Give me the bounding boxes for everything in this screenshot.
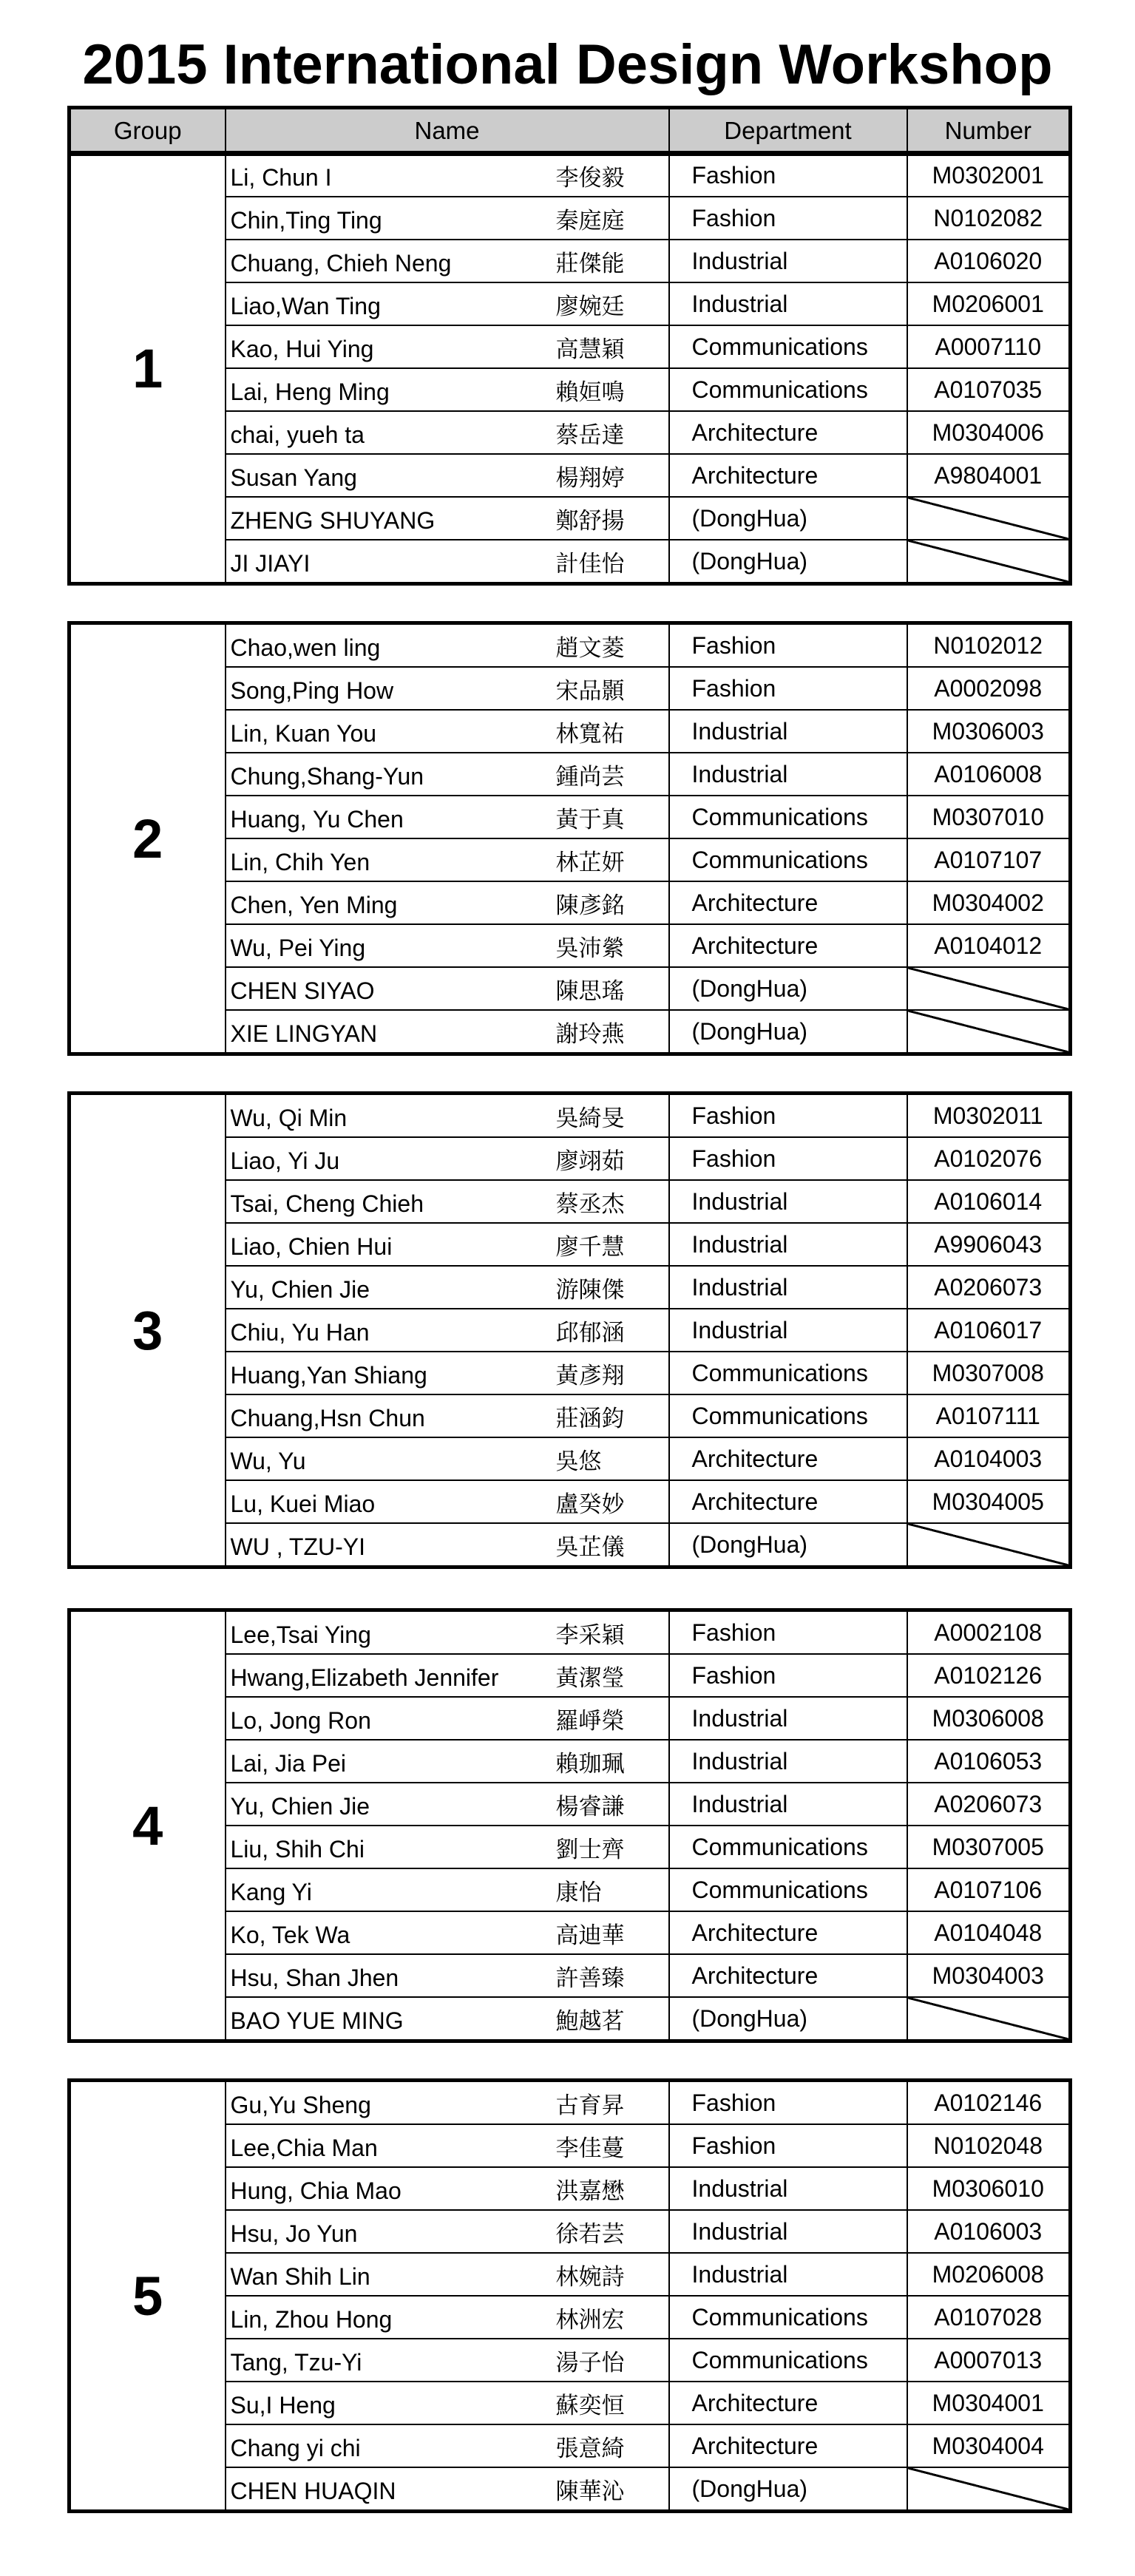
member-number: N0102048: [907, 2124, 1071, 2167]
member-number-empty: [907, 1997, 1071, 2041]
member-english-name: Chiu, Yu Han: [230, 1318, 370, 1346]
member-department: Industrial: [669, 1740, 907, 1783]
member-english-name: Lai, Jia Pei: [230, 1749, 347, 1777]
member-name: [226, 796, 669, 838]
member-name: [226, 1223, 669, 1266]
member-name: [226, 667, 669, 710]
member-english-name: Lin, Kuan You: [230, 719, 377, 747]
member-number: N0102082: [907, 197, 1071, 240]
member-chinese-name: 羅崢榮: [555, 1707, 625, 1735]
member-chinese-name: 盧癸妙: [555, 1491, 625, 1518]
member-department: Industrial: [669, 2210, 907, 2253]
member-name: [226, 1826, 669, 1868]
member-english-name: Chung,Shang-Yun: [230, 762, 424, 790]
member-chinese-name: 計佳怡: [555, 550, 625, 577]
member-chinese-name: 吳綺旻: [555, 1105, 625, 1132]
group-number: 2: [70, 623, 226, 1054]
member-number: A0107111: [907, 1394, 1071, 1437]
member-english-name: Chuang, Chieh Neng: [230, 249, 452, 277]
member-name: [226, 1654, 669, 1697]
member-chinese-name: 吳沛縈: [555, 935, 625, 962]
member-chinese-name: 賴姮鳴: [555, 379, 625, 406]
member-name: [226, 1783, 669, 1826]
member-name: [226, 497, 669, 540]
member-department: Industrial: [669, 1309, 907, 1352]
member-chinese-name: 廖翊茹: [555, 1148, 625, 1175]
member-name: [226, 1010, 669, 1054]
member-english-name: Yu, Chien Jie: [230, 1275, 370, 1303]
member-department: Industrial: [669, 710, 907, 753]
member-department: Industrial: [669, 1783, 907, 1826]
member-chinese-name: 古育昇: [555, 2092, 625, 2119]
member-english-name: WU , TZU-YI: [230, 1533, 365, 1560]
member-name: [226, 753, 669, 796]
member-name: [226, 1480, 669, 1523]
member-row: [70, 1610, 1071, 1655]
member-department: Architecture: [669, 881, 907, 924]
member-english-name: Kao, Hui Ying: [230, 335, 374, 362]
member-department: Communications: [669, 838, 907, 881]
member-name: [226, 1394, 669, 1437]
member-english-name: CHEN SIYAO: [230, 977, 375, 1004]
member-chinese-name: 劉士齊: [555, 1836, 625, 1863]
member-department: Architecture: [669, 1954, 907, 1997]
member-name: [226, 454, 669, 497]
member-name: [226, 2210, 669, 2253]
member-number-empty: [907, 967, 1071, 1010]
member-number: A0206073: [907, 1266, 1071, 1309]
member-department: Fashion: [669, 197, 907, 240]
member-row: [70, 623, 1071, 668]
member-chinese-name: 林洲宏: [555, 2306, 625, 2333]
member-chinese-name: 徐若芸: [555, 2220, 625, 2248]
member-number: A0106003: [907, 2210, 1071, 2253]
member-number: M0307010: [907, 796, 1071, 838]
member-number: A9804001: [907, 454, 1071, 497]
member-name: [226, 2467, 669, 2512]
member-english-name: chai, yueh ta: [230, 421, 365, 448]
member-department: Architecture: [669, 1911, 907, 1954]
member-english-name: Liao, Chien Hui: [230, 1233, 393, 1260]
member-chinese-name: 莊涵鈞: [555, 1405, 625, 1432]
member-chinese-name: 賴珈珮: [555, 1750, 625, 1777]
member-number: M0306010: [907, 2167, 1071, 2210]
member-name: [226, 1352, 669, 1394]
member-english-name: Lin, Chih Yen: [230, 848, 370, 875]
member-number: A9906043: [907, 1223, 1071, 1266]
member-english-name: Susan Yang: [230, 464, 357, 491]
member-chinese-name: 謝玲燕: [555, 1020, 625, 1048]
member-chinese-name: 洪嘉懋: [555, 2177, 625, 2205]
member-name: [226, 2424, 669, 2467]
member-name: [226, 710, 669, 753]
member-number: A0106008: [907, 753, 1071, 796]
roster-header: [67, 106, 1072, 156]
member-row: [70, 2081, 1071, 2125]
member-english-name: Chin,Ting Ting: [230, 206, 382, 234]
group-table: [67, 151, 1072, 586]
member-english-name: Wu, Pei Ying: [230, 934, 366, 961]
member-chinese-name: 鍾尚芸: [555, 763, 625, 790]
member-chinese-name: 陳思瑤: [555, 977, 625, 1005]
member-row: [70, 153, 1071, 197]
member-number: A0106020: [907, 240, 1071, 282]
member-number: M0206008: [907, 2253, 1071, 2296]
member-number-empty: [907, 497, 1071, 540]
member-english-name: Lin, Zhou Hong: [230, 2305, 393, 2333]
member-english-name: JI JIAYI: [230, 549, 311, 577]
member-department: Architecture: [669, 1480, 907, 1523]
member-department: Industrial: [669, 1223, 907, 1266]
member-number: A0102126: [907, 1654, 1071, 1697]
group-table: [67, 2078, 1072, 2513]
member-name: [226, 540, 669, 584]
member-english-name: Li, Chun I: [230, 163, 332, 191]
member-chinese-name: 蘇奕恒: [555, 2392, 625, 2419]
group-number: 1: [70, 153, 226, 584]
member-name: [226, 1180, 669, 1223]
member-chinese-name: 陳華沁: [555, 2478, 625, 2505]
member-english-name: Lee,Chia Man: [230, 2134, 378, 2161]
member-number: M0304002: [907, 881, 1071, 924]
member-name: [226, 325, 669, 368]
member-department: Industrial: [669, 1266, 907, 1309]
member-department: (DongHua): [669, 1523, 907, 1567]
page-title: 2015 International Design Workshop: [82, 33, 1053, 96]
member-chinese-name: 黃彥翔: [555, 1362, 625, 1389]
member-department: Industrial: [669, 282, 907, 325]
member-number: A0107035: [907, 368, 1071, 411]
member-number: M0304006: [907, 411, 1071, 454]
member-department: Communications: [669, 2339, 907, 2382]
member-number-empty: [907, 2467, 1071, 2512]
member-department: Fashion: [669, 623, 907, 668]
member-department: (DongHua): [669, 2467, 907, 2512]
member-department: Architecture: [669, 2424, 907, 2467]
member-chinese-name: 林寬祐: [555, 720, 625, 748]
member-english-name: Song,Ping How: [230, 677, 394, 704]
member-number: A0002098: [907, 667, 1071, 710]
member-row: [70, 1094, 1071, 1138]
member-english-name: ZHENG SHUYANG: [230, 506, 436, 534]
member-number: A0206073: [907, 1783, 1071, 1826]
member-department: (DongHua): [669, 497, 907, 540]
member-english-name: Hsu, Jo Yun: [230, 2220, 358, 2247]
member-name: [226, 623, 669, 668]
member-english-name: Wu, Yu: [230, 1447, 306, 1474]
member-name: [226, 411, 669, 454]
member-department: Architecture: [669, 1437, 907, 1480]
member-english-name: Liao,Wan Ting: [230, 292, 381, 319]
member-chinese-name: 楊睿謙: [555, 1793, 625, 1820]
member-english-name: Hwang,Elizabeth Jennifer: [230, 1664, 499, 1691]
member-department: Industrial: [669, 753, 907, 796]
member-number: A0104012: [907, 924, 1071, 967]
header-group: Group: [70, 108, 226, 155]
member-chinese-name: 蔡岳達: [555, 421, 625, 449]
group-table: [67, 1091, 1072, 1569]
member-number: A0107107: [907, 838, 1071, 881]
member-name: [226, 197, 669, 240]
group-number: 4: [70, 1610, 226, 2041]
member-number: A0104003: [907, 1437, 1071, 1480]
member-english-name: Hung, Chia Mao: [230, 2177, 402, 2204]
member-department: Fashion: [669, 153, 907, 197]
member-english-name: Yu, Chien Jie: [230, 1792, 370, 1820]
member-chinese-name: 鮑越茗: [555, 2007, 625, 2035]
member-department: Industrial: [669, 1180, 907, 1223]
member-english-name: Chang yi chi: [230, 2434, 361, 2461]
member-department: (DongHua): [669, 540, 907, 584]
member-name: [226, 2253, 669, 2296]
member-chinese-name: 楊翔婷: [555, 464, 625, 492]
member-department: Communications: [669, 1868, 907, 1911]
member-number: A0102076: [907, 1137, 1071, 1180]
member-name: [226, 1094, 669, 1138]
member-department: Fashion: [669, 2081, 907, 2125]
member-department: Architecture: [669, 924, 907, 967]
member-chinese-name: 林芷妍: [555, 849, 625, 876]
member-english-name: Kang Yi: [230, 1878, 312, 1905]
member-department: Fashion: [669, 1094, 907, 1138]
member-english-name: Liu, Shih Chi: [230, 1835, 365, 1862]
member-name: [226, 2382, 669, 2424]
member-name: [226, 1437, 669, 1480]
member-department: Industrial: [669, 1697, 907, 1740]
member-number: A0102146: [907, 2081, 1071, 2125]
member-english-name: Chao,wen ling: [230, 634, 381, 661]
member-name: [226, 1997, 669, 2041]
member-chinese-name: 高迪華: [555, 1922, 625, 1949]
member-english-name: Lu, Kuei Miao: [230, 1490, 376, 1517]
member-english-name: Chuang,Hsn Chun: [230, 1404, 425, 1431]
member-number: A0007110: [907, 325, 1071, 368]
member-chinese-name: 康怡: [555, 1879, 602, 1906]
member-chinese-name: 鄭舒揚: [555, 507, 625, 535]
member-department: Architecture: [669, 411, 907, 454]
member-department: Communications: [669, 368, 907, 411]
member-department: Architecture: [669, 454, 907, 497]
member-number: M0306008: [907, 1697, 1071, 1740]
member-english-name: Gu,Yu Sheng: [230, 2091, 371, 2118]
member-chinese-name: 莊傑能: [555, 250, 625, 277]
member-english-name: Chen, Yen Ming: [230, 891, 398, 918]
member-department: Industrial: [669, 2253, 907, 2296]
member-department: Fashion: [669, 2124, 907, 2167]
member-name: [226, 838, 669, 881]
member-department: Fashion: [669, 1137, 907, 1180]
member-chinese-name: 邱郁涵: [555, 1319, 625, 1346]
member-number: A0002108: [907, 1610, 1071, 1655]
member-number: M0304001: [907, 2382, 1071, 2424]
member-chinese-name: 秦庭庭: [555, 207, 625, 234]
member-name: [226, 1309, 669, 1352]
member-department: Communications: [669, 796, 907, 838]
member-name: [226, 1137, 669, 1180]
member-number: M0302001: [907, 153, 1071, 197]
member-english-name: BAO YUE MING: [230, 2007, 404, 2034]
member-chinese-name: 李佳蔓: [555, 2135, 625, 2162]
member-name: [226, 1740, 669, 1783]
group-table: [67, 621, 1072, 1056]
member-english-name: Huang, Yu Chen: [230, 805, 404, 833]
member-english-name: CHEN HUAQIN: [230, 2477, 396, 2504]
member-number: M0306003: [907, 710, 1071, 753]
member-number: A0106017: [907, 1309, 1071, 1352]
member-department: (DongHua): [669, 1010, 907, 1054]
member-number-empty: [907, 1010, 1071, 1054]
member-chinese-name: 宋品顥: [555, 677, 625, 705]
member-number: A0104048: [907, 1911, 1071, 1954]
member-chinese-name: 李俊毅: [555, 164, 625, 191]
member-department: Fashion: [669, 667, 907, 710]
member-department: Communications: [669, 1352, 907, 1394]
member-department: Communications: [669, 1394, 907, 1437]
member-name: [226, 2296, 669, 2339]
member-chinese-name: 趙文菱: [555, 634, 625, 662]
member-department: (DongHua): [669, 1997, 907, 2041]
member-name: [226, 2339, 669, 2382]
group-table: [67, 1608, 1072, 2043]
member-number: M0304004: [907, 2424, 1071, 2467]
member-number: M0307005: [907, 1826, 1071, 1868]
member-name: [226, 881, 669, 924]
member-name: [226, 2167, 669, 2210]
header-number: Number: [907, 108, 1071, 155]
member-chinese-name: 黃潔瑩: [555, 1664, 625, 1692]
member-number: A0107028: [907, 2296, 1071, 2339]
member-number: M0307008: [907, 1352, 1071, 1394]
member-english-name: Lo, Jong Ron: [230, 1706, 371, 1734]
member-chinese-name: 蔡丞杰: [555, 1190, 625, 1218]
member-number: A0107106: [907, 1868, 1071, 1911]
member-department: (DongHua): [669, 967, 907, 1010]
member-name: [226, 967, 669, 1010]
member-chinese-name: 廖婉廷: [555, 293, 625, 320]
member-english-name: Tsai, Cheng Chieh: [230, 1190, 424, 1217]
header-name: Name: [226, 108, 669, 155]
member-department: Communications: [669, 1826, 907, 1868]
member-chinese-name: 李采穎: [555, 1621, 625, 1649]
member-department: Industrial: [669, 2167, 907, 2210]
member-number: A0007013: [907, 2339, 1071, 2382]
member-department: Communications: [669, 325, 907, 368]
member-number: M0302011: [907, 1094, 1071, 1138]
member-english-name: Lai, Heng Ming: [230, 378, 390, 405]
member-name: [226, 1523, 669, 1567]
member-chinese-name: 吳悠: [555, 1448, 602, 1475]
member-english-name: Su,I Heng: [230, 2391, 336, 2419]
member-number: M0304003: [907, 1954, 1071, 1997]
member-chinese-name: 湯子怡: [555, 2349, 625, 2376]
member-name: [226, 153, 669, 197]
member-english-name: Liao, Yi Ju: [230, 1147, 340, 1174]
member-name: [226, 1697, 669, 1740]
member-department: Communications: [669, 2296, 907, 2339]
member-chinese-name: 高慧穎: [555, 336, 625, 363]
member-name: [226, 240, 669, 282]
member-department: Industrial: [669, 240, 907, 282]
member-name: [226, 2124, 669, 2167]
member-chinese-name: 張意綺: [555, 2435, 625, 2462]
header-department: Department: [669, 108, 907, 155]
member-english-name: Wan Shih Lin: [230, 2263, 370, 2290]
group-number: 5: [70, 2081, 226, 2512]
member-name: [226, 1911, 669, 1954]
member-chinese-name: 廖千慧: [555, 1233, 625, 1261]
member-name: [226, 1610, 669, 1655]
member-chinese-name: 許善臻: [555, 1965, 625, 1992]
member-number-empty: [907, 1523, 1071, 1567]
member-chinese-name: 黃于真: [555, 806, 625, 833]
member-number: N0102012: [907, 623, 1071, 668]
member-number: A0106053: [907, 1740, 1071, 1783]
member-name: [226, 1868, 669, 1911]
member-department: Architecture: [669, 2382, 907, 2424]
member-chinese-name: 吳芷儀: [555, 1533, 625, 1561]
member-number-empty: [907, 540, 1071, 584]
member-department: Fashion: [669, 1610, 907, 1655]
member-department: Fashion: [669, 1654, 907, 1697]
member-number: A0106014: [907, 1180, 1071, 1223]
member-number: M0206001: [907, 282, 1071, 325]
member-name: [226, 1266, 669, 1309]
member-english-name: Tang, Tzu-Yi: [230, 2348, 362, 2376]
group-number: 3: [70, 1094, 226, 1567]
member-english-name: Hsu, Shan Jhen: [230, 1964, 399, 1991]
member-english-name: Wu, Qi Min: [230, 1104, 348, 1131]
member-english-name: Lee,Tsai Ying: [230, 1621, 371, 1648]
member-name: [226, 924, 669, 967]
member-name: [226, 2081, 669, 2125]
member-english-name: Ko, Tek Wa: [230, 1921, 350, 1948]
member-name: [226, 368, 669, 411]
member-english-name: Huang,Yan Shiang: [230, 1361, 427, 1389]
member-chinese-name: 游陳傑: [555, 1276, 625, 1304]
member-chinese-name: 陳彥銘: [555, 892, 625, 919]
member-english-name: XIE LINGYAN: [230, 1020, 378, 1047]
member-name: [226, 1954, 669, 1997]
member-chinese-name: 林婉詩: [555, 2263, 625, 2291]
member-name: [226, 282, 669, 325]
member-number: M0304005: [907, 1480, 1071, 1523]
